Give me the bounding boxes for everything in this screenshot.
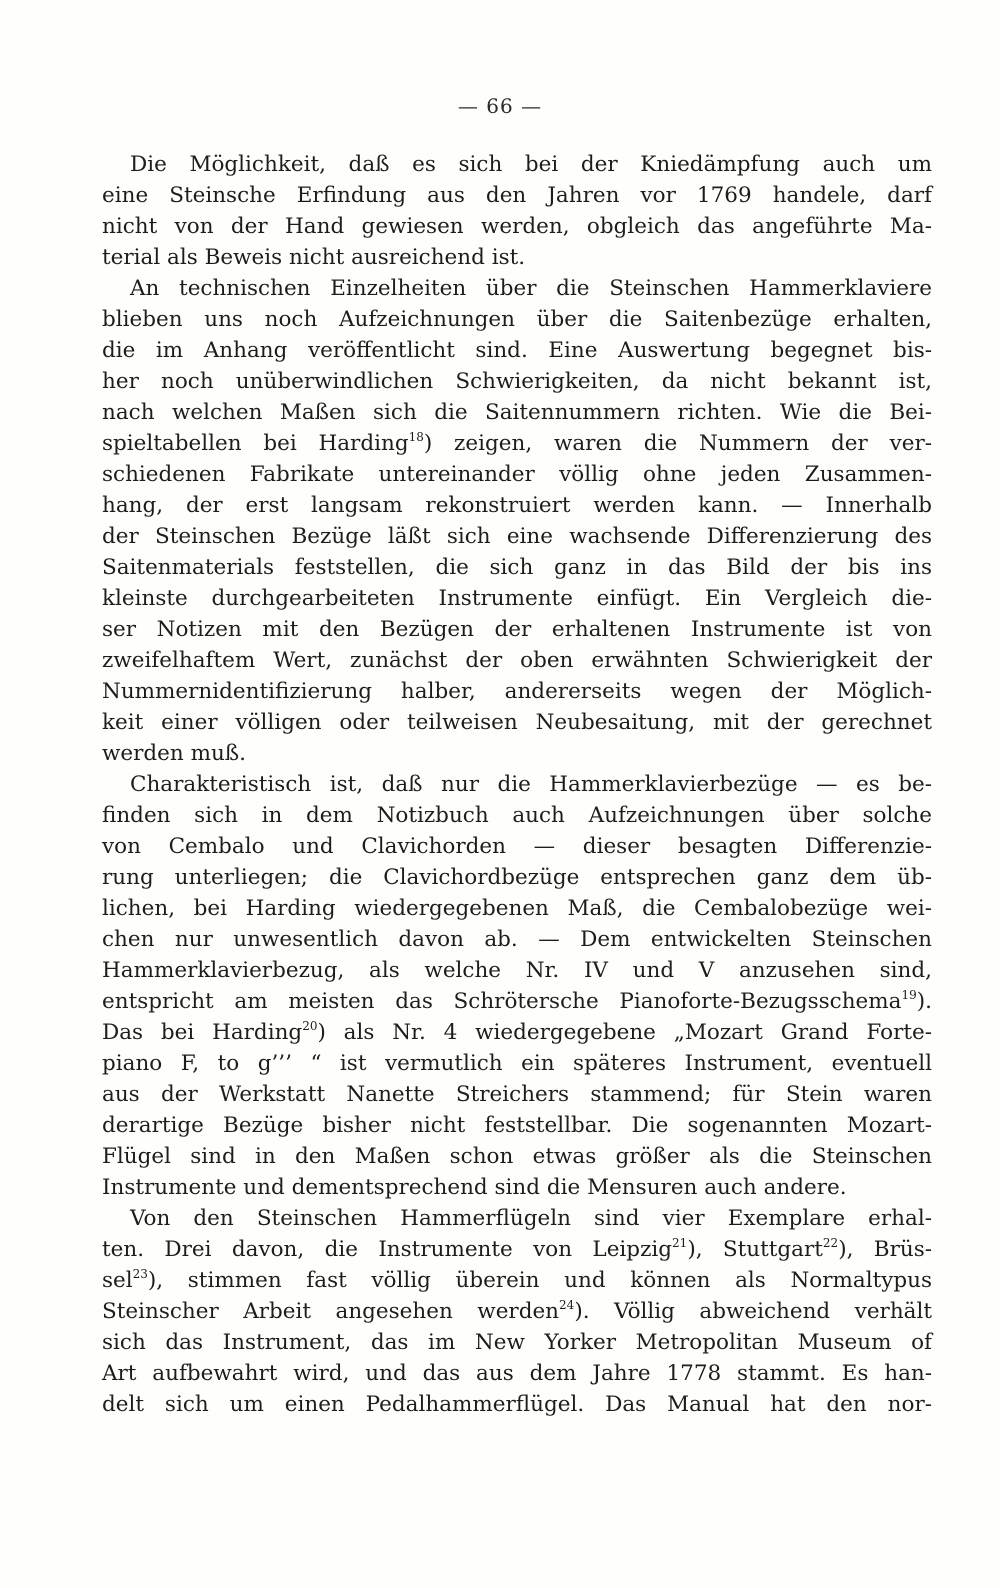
text-line [102,1265,932,1296]
text-segment: ten. Drei davon, die Instrumente von Leipzig [102,1237,673,1262]
footnote-marker: 18 [408,430,424,444]
text-segment: aus der Werkstatt Nanette Streichers stammend; für Stein waren [102,1082,932,1107]
text-line [102,1017,932,1048]
text-segment: keit einer völligen oder teilweisen Neubesaitung, mit der gerechnet [102,710,932,735]
text-line [102,1048,932,1079]
footnote-marker: 24 [559,1298,575,1312]
text-segment: die im Anhang veröffentlicht sind. Eine Auswertung begegnet bis- [102,338,932,363]
text-segment: finden sich in dem Notizbuch auch Aufzeichnungen über solche [102,803,932,828]
text-line [102,1327,932,1358]
text-segment: piano F, to g’’’ “ ist vermutlich ein späteres Instrument, eventuell [102,1051,932,1076]
text-line [102,862,932,893]
text-line [102,831,932,862]
text-segment: terial als Beweis nicht ausreichend ist. [102,245,526,270]
text-segment: An technischen Einzelheiten über die Steinschen Hammerklaviere [130,276,932,301]
text-segment: Das bei Harding [102,1020,303,1045]
text-segment: Charakteristisch ist, daß nur die Hammerklavierbezüge — es be- [130,772,932,797]
text-line [102,645,932,676]
text-line [102,552,932,583]
text-line [102,1203,932,1234]
text-segment: lichen, bei Harding wiedergegebenen Maß, die Cembalobezüge wei- [102,896,932,921]
text-segment: nach welchen Maßen sich die Saitennummern richten. Wie die Bei- [102,400,932,425]
text-segment: her noch unüberwindlichen Schwierigkeiten, da nicht bekannt ist, [102,369,932,394]
text-line [102,1141,932,1172]
text-line [102,738,932,769]
text-line [102,366,932,397]
text-segment: hang, der erst langsam rekonstruiert werden kann. — Innerhalb [102,493,932,518]
text-line [102,428,932,459]
text-line [102,986,932,1017]
text-segment: Hammerklavierbezug, als welche Nr. IV und V anzusehen sind, [102,958,932,983]
text-segment: spieltabellen bei Harding [102,431,409,456]
text-segment: ), stimmen fast völlig überein und können als Normaltypus [147,1268,932,1293]
text-segment: kleinste durchgearbeiteten Instrumente einfügt. Ein Vergleich die- [102,586,932,611]
text-line [102,614,932,645]
footnote-marker: 23 [132,1267,148,1281]
footnote-marker: 20 [302,1019,318,1033]
text-segment: schiedenen Fabrikate untereinander völlig ohne jeden Zusammen- [102,462,932,487]
text-segment: sel [102,1268,133,1293]
text-segment: Flügel sind in den Maßen schon etwas größer als die Steinschen [102,1144,932,1169]
text-segment: Nummernidentifizierung halber, andererseits wegen der Möglich- [102,679,932,704]
text-line [102,304,932,335]
text-segment: derartige Bezüge bisher nicht feststellbar. Die sogenannten Mozart- [102,1113,932,1138]
page-number: — 66 — [457,94,543,118]
footnote-marker: 21 [672,1236,688,1250]
footnote-marker: 19 [901,988,917,1002]
text-line [102,1296,932,1327]
text-line [102,459,932,490]
text-segment: werden muß. [102,741,247,766]
text-line [102,397,932,428]
text-line [102,180,932,211]
text-line [102,800,932,831]
text-segment: blieben uns noch Aufzeichnungen über die Saitenbezüge erhalten, [102,307,932,332]
body-text [102,149,932,1420]
text-segment: Die Möglichkeit, daß es sich bei der Kniedämpfung auch um [130,152,932,177]
text-segment: zweifelhaftem Wert, zunächst der oben erwähnten Schwierigkeit der [102,648,932,673]
text-line [102,490,932,521]
text-segment: von Cembalo und Clavichorden — dieser besagten Differenzie- [102,834,932,859]
text-segment: chen nur unwesentlich davon ab. — Dem entwickelten Steinschen [102,927,932,952]
text-segment: Instrumente und dementsprechend sind die Mensuren auch andere. [102,1175,847,1200]
text-segment: ), Brüs- [838,1237,932,1262]
text-segment: ser Notizen mit den Bezügen der erhaltenen Instrumente ist von [102,617,932,642]
text-line [102,924,932,955]
text-line [102,521,932,552]
text-segment: ) als Nr. 4 wiedergegebene „Mozart Grand Forte- [317,1020,932,1045]
text-line [102,1172,932,1203]
text-segment: eine Steinsche Erfindung aus den Jahren vor 1769 handele, darf [102,183,932,208]
text-line [102,707,932,738]
text-segment: der Steinschen Bezüge läßt sich eine wachsende Differenzierung des [102,524,932,549]
text-segment: ), Stuttgart [687,1237,823,1262]
text-line [102,1110,932,1141]
text-line [102,335,932,366]
text-segment: Saitenmaterials feststellen, die sich ganz in das Bild der bis ins [102,555,932,580]
text-line [102,676,932,707]
text-line [102,893,932,924]
text-line [102,1079,932,1110]
text-line [102,769,932,800]
text-segment: Art aufbewahrt wird, und das aus dem Jahre 1778 stammt. Es han- [102,1361,932,1386]
text-segment: ) zeigen, waren die Nummern der ver- [423,431,932,456]
text-segment: ). [916,989,932,1014]
text-line [102,242,932,273]
text-line [102,1389,932,1420]
text-line [102,583,932,614]
text-segment: nicht von der Hand gewiesen werden, obgleich das angeführte Ma- [102,214,932,239]
text-line [102,1358,932,1389]
text-segment: entspricht am meisten das Schrötersche Pianoforte-Bezugsschema [102,989,902,1014]
footnote-marker: 22 [822,1236,839,1250]
text-segment: sich das Instrument, das im New Yorker Metropolitan Museum of [102,1330,932,1355]
text-segment: rung unterliegen; die Clavichordbezüge entsprechen ganz dem üb- [102,865,932,890]
text-line [102,149,932,180]
text-segment: ). Völlig abweichend verhält [574,1299,932,1324]
text-segment: Von den Steinschen Hammerflügeln sind vier Exemplare erhal- [130,1206,932,1231]
text-line [102,1234,932,1265]
text-segment: delt sich um einen Pedalhammerflügel. Das Manual hat den nor- [102,1392,932,1417]
text-line [102,211,932,242]
text-line [102,273,932,304]
text-line [102,955,932,986]
text-segment: Steinscher Arbeit angesehen werden [102,1299,560,1324]
